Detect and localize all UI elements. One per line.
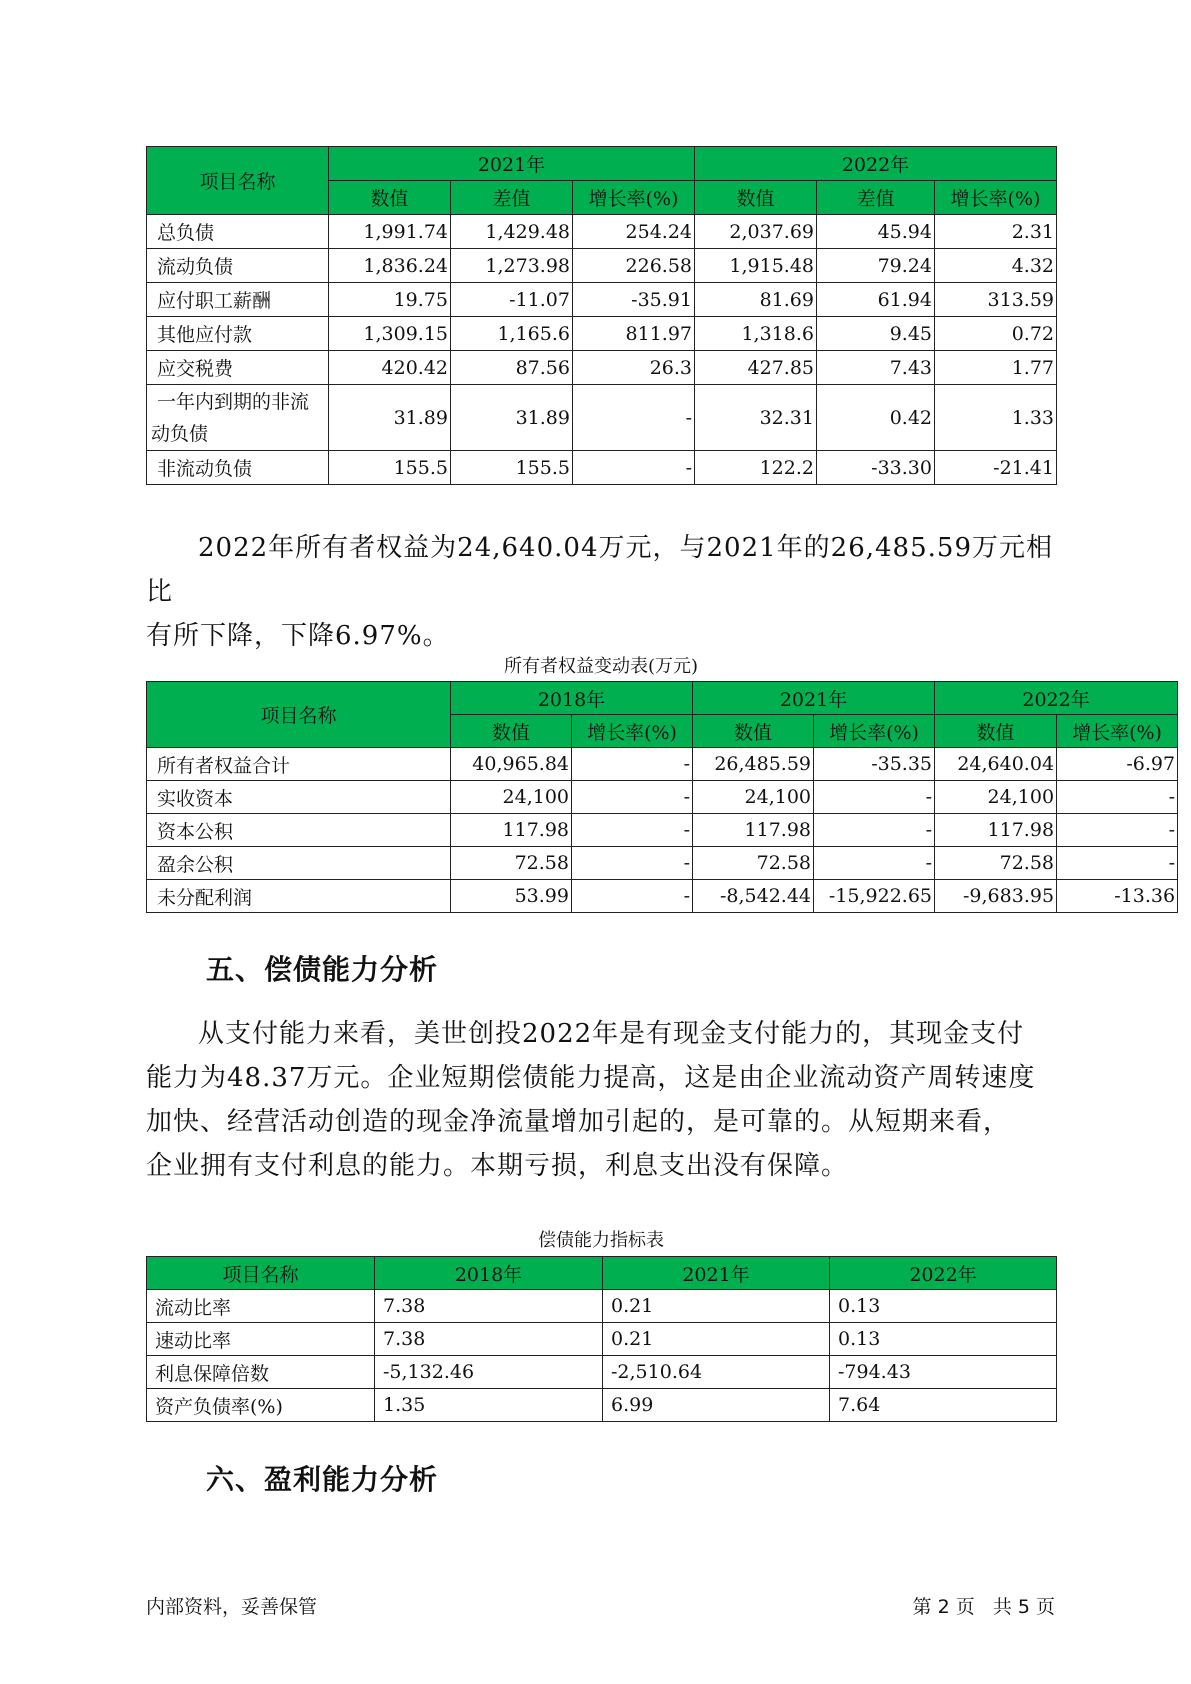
cell: 87.56: [451, 351, 573, 385]
table-row: [147, 249, 1057, 283]
table-row: [147, 215, 1057, 249]
cell: 155.5: [451, 451, 573, 485]
cell: 1.35: [375, 1389, 603, 1422]
cell: 72.58: [451, 847, 572, 880]
header-year: 2022年: [935, 682, 1178, 715]
paragraph-line: 企业拥有支付利息的能力。本期亏损，利息支出没有保障。: [146, 1151, 849, 1181]
cell: -: [572, 814, 693, 847]
row-label: 实收资本: [147, 781, 451, 814]
cell: 811.97: [573, 317, 695, 351]
cell: 117.98: [693, 814, 814, 847]
cell: 1,318.6: [695, 317, 817, 351]
cell: 1,915.48: [695, 249, 817, 283]
table-row: [147, 748, 1178, 781]
cell: 24,100: [451, 781, 572, 814]
cell: 6.99: [603, 1389, 830, 1422]
cell: -: [573, 451, 695, 485]
cell: 117.98: [451, 814, 572, 847]
section-heading: 五、偿债能力分析: [206, 953, 439, 986]
cell: 7.38: [375, 1290, 603, 1323]
row-label: 所有者权益合计: [147, 748, 451, 781]
footer-page-number: 第 2 页 共 5 页: [912, 1596, 1055, 1618]
header-year: 2018年: [451, 682, 693, 715]
cell: 0.21: [603, 1290, 830, 1323]
footer-confidential: 内部资料，妥善保管: [146, 1596, 318, 1618]
row-label: 利息保障倍数: [147, 1356, 375, 1389]
cell: 0.42: [817, 385, 935, 451]
cell: 19.75: [329, 283, 451, 317]
header-year: 2021年: [693, 682, 935, 715]
cell: 26.3: [573, 351, 695, 385]
row-label: 总负债: [147, 215, 329, 249]
cell: -794.43: [830, 1356, 1057, 1389]
cell: -: [572, 781, 693, 814]
cell: -: [572, 880, 693, 913]
row-label: 流动比率: [147, 1290, 375, 1323]
row-label: 应交税费: [147, 351, 329, 385]
paragraph-line: 能力为48.37万元。企业短期偿债能力提高，这是由企业流动资产周转速度: [146, 1063, 1036, 1093]
table-row: [147, 781, 1178, 814]
cell: 1,429.48: [451, 215, 573, 249]
cell: -: [572, 847, 693, 880]
solvency-table: [146, 1256, 1057, 1422]
row-label: 速动比率: [147, 1323, 375, 1356]
cell: 4.32: [935, 249, 1057, 283]
subheader: 增长率(%): [814, 715, 935, 748]
cell: -: [1057, 814, 1178, 847]
table-row: [147, 1323, 1057, 1356]
cell: 0.13: [830, 1290, 1057, 1323]
table-row: [147, 847, 1178, 880]
cell: 24,100: [935, 781, 1057, 814]
cell: 1,273.98: [451, 249, 573, 283]
cell: -2,510.64: [603, 1356, 830, 1389]
header-item-name: 项目名称: [147, 1257, 375, 1290]
cell: -9,683.95: [935, 880, 1057, 913]
cell: 32.31: [695, 385, 817, 451]
cell: -6.97: [1057, 748, 1178, 781]
cell: 7.43: [817, 351, 935, 385]
table-row: [147, 451, 1057, 485]
cell: 45.94: [817, 215, 935, 249]
cell: 72.58: [935, 847, 1057, 880]
cell: -: [572, 748, 693, 781]
header-year: 2022年: [830, 1257, 1057, 1290]
row-label: 非流动负债: [147, 451, 329, 485]
cell: -5,132.46: [375, 1356, 603, 1389]
solvency-paragraph: [146, 1012, 1056, 1188]
cell: 72.58: [693, 847, 814, 880]
cell: 1,836.24: [329, 249, 451, 283]
cell: 24,100: [693, 781, 814, 814]
subheader: 增长率(%): [1057, 715, 1178, 748]
paragraph-line: 2022年所有者权益为24,640.04万元，与2021年的26,485.59万元相比: [146, 533, 1053, 607]
table-row: [147, 1389, 1057, 1422]
table-row: [147, 317, 1057, 351]
subheader: 差值: [817, 181, 935, 215]
liabilities-table: [146, 146, 1057, 485]
header-year: 2021年: [603, 1257, 830, 1290]
cell: 61.94: [817, 283, 935, 317]
row-label: [147, 385, 329, 451]
cell: 7.64: [830, 1389, 1057, 1422]
cell: 53.99: [451, 880, 572, 913]
cell: 122.2: [695, 451, 817, 485]
cell: 155.5: [329, 451, 451, 485]
table-row: [147, 1290, 1057, 1323]
cell: 81.69: [695, 283, 817, 317]
header-item-name: 项目名称: [147, 147, 329, 215]
subheader: 增长率(%): [572, 715, 693, 748]
cell: -: [814, 814, 935, 847]
table-row: [147, 880, 1178, 913]
cell: 79.24: [817, 249, 935, 283]
cell: 24,640.04: [935, 748, 1057, 781]
cell: 0.21: [603, 1323, 830, 1356]
cell: 313.59: [935, 283, 1057, 317]
cell: 31.89: [329, 385, 451, 451]
equity-paragraph: [146, 526, 1056, 658]
paragraph-line: 从支付能力来看，美世创投2022年是有现金支付能力的，其现金支付: [198, 1019, 1025, 1049]
cell: -33.30: [817, 451, 935, 485]
cell: 1,165.6: [451, 317, 573, 351]
cell: -: [1057, 781, 1178, 814]
table-row: [147, 814, 1178, 847]
cell: 1,309.15: [329, 317, 451, 351]
table-row: [147, 351, 1057, 385]
row-label: 流动负债: [147, 249, 329, 283]
section-heading: 六、盈利能力分析: [206, 1463, 439, 1496]
subheader: 数值: [693, 715, 814, 748]
cell: -: [1057, 847, 1178, 880]
cell: 2.31: [935, 215, 1057, 249]
header-year: 2021年: [329, 147, 695, 181]
cell: -15,922.65: [814, 880, 935, 913]
cell: -8,542.44: [693, 880, 814, 913]
cell: -: [573, 385, 695, 451]
cell: 0.72: [935, 317, 1057, 351]
cell: 1.33: [935, 385, 1057, 451]
cell: 254.24: [573, 215, 695, 249]
row-label: 未分配利润: [147, 880, 451, 913]
header-item-name: 项目名称: [147, 682, 451, 748]
row-label: 资本公积: [147, 814, 451, 847]
cell: 226.58: [573, 249, 695, 283]
cell: 26,485.59: [693, 748, 814, 781]
row-label-line: 动负债: [151, 422, 209, 445]
cell: 427.85: [695, 351, 817, 385]
cell: 420.42: [329, 351, 451, 385]
row-label-line: 一年内到期的非流: [157, 390, 310, 413]
table-row: [147, 1356, 1057, 1389]
cell: 40,965.84: [451, 748, 572, 781]
table-row: [147, 283, 1057, 317]
equity-table: [146, 681, 1178, 913]
subheader: 增长率(%): [935, 181, 1057, 215]
cell: 9.45: [817, 317, 935, 351]
header-year: 2022年: [695, 147, 1057, 181]
subheader: 数值: [695, 181, 817, 215]
cell: 31.89: [451, 385, 573, 451]
subheader: 增长率(%): [573, 181, 695, 215]
table-caption: 所有者权益变动表(万元): [503, 656, 699, 677]
cell: -21.41: [935, 451, 1057, 485]
cell: -: [814, 847, 935, 880]
cell: 0.13: [830, 1323, 1057, 1356]
row-label: 应付职工薪酬: [147, 283, 329, 317]
cell: 7.38: [375, 1323, 603, 1356]
cell: 1.77: [935, 351, 1057, 385]
subheader: 数值: [935, 715, 1057, 748]
cell: -35.35: [814, 748, 935, 781]
subheader: 差值: [451, 181, 573, 215]
table-caption: 偿债能力指标表: [538, 1230, 664, 1251]
cell: -13.36: [1057, 880, 1178, 913]
subheader: 数值: [451, 715, 572, 748]
row-label: 盈余公积: [147, 847, 451, 880]
subheader: 数值: [329, 181, 451, 215]
paragraph-line: 加快、经营活动创造的现金净流量增加引起的，是可靠的。从短期来看，: [146, 1107, 1011, 1137]
cell: -: [814, 781, 935, 814]
cell: -35.91: [573, 283, 695, 317]
row-label: 其他应付款: [147, 317, 329, 351]
cell: 2,037.69: [695, 215, 817, 249]
cell: 117.98: [935, 814, 1057, 847]
table-row: [147, 385, 1057, 451]
paragraph-line: 有所下降，下降6.97%。: [146, 621, 450, 651]
cell: -11.07: [451, 283, 573, 317]
cell: 1,991.74: [329, 215, 451, 249]
header-year: 2018年: [375, 1257, 603, 1290]
row-label: 资产负债率(%): [147, 1389, 375, 1422]
